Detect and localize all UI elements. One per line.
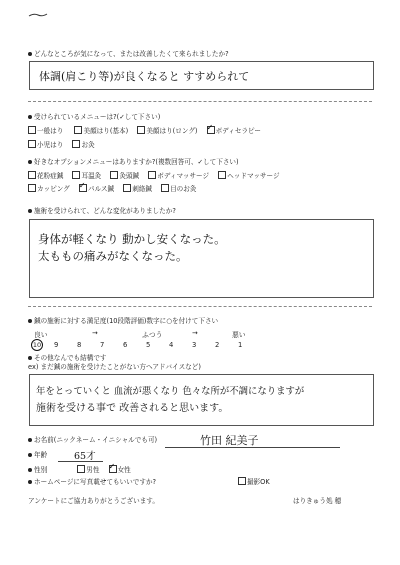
answer-box-4[interactable] (29, 219, 374, 298)
homepage-row (28, 476, 372, 486)
option-okyu[interactable]: お灸 (72, 139, 94, 149)
question-6-label: その他なんでも結構です (34, 354, 107, 362)
checkbox-checked[interactable] (207, 126, 215, 134)
pen-scribble-mark (28, 12, 48, 18)
sex-label: 性別 (34, 466, 48, 474)
name-value[interactable]: 竹田 紀美子 (200, 434, 259, 447)
question-1 (28, 50, 229, 58)
answer-box-6[interactable] (29, 374, 374, 426)
menu-options-row-2 (28, 139, 102, 149)
age-field-label: 年齢 (28, 451, 47, 459)
name-field-label: お名前(ニックネーム・イニシャルでも可) (28, 436, 157, 444)
option-pulse[interactable]: ✓ パルス鍼 (79, 183, 114, 193)
scale-option-9[interactable]: 9 (54, 341, 59, 349)
question-5 (28, 317, 218, 325)
option-bigan-long[interactable]: 美顔はり(ロング) (137, 125, 197, 135)
arrow-icon: → (192, 329, 198, 337)
question-2-label: 受けられているメニューは?(✓して下さい) (34, 113, 161, 121)
footer-clinic-name: はりきゅう処 穂 (293, 497, 342, 505)
option-me-okyu[interactable]: 目のお灸 (161, 183, 196, 193)
question-6-sub: ex) まだ鍼の施術を受けたことがない方へアドバイスなど) (28, 363, 201, 371)
checkbox[interactable] (110, 171, 118, 179)
option-head-massage[interactable]: ヘッドマッサージ (218, 170, 279, 180)
option-menu-row-2 (28, 183, 203, 193)
answer-box-1[interactable] (29, 61, 374, 90)
label-fair: ふつう (142, 331, 163, 339)
scale-option-5[interactable]: 5 (146, 341, 151, 349)
checkbox[interactable] (28, 126, 36, 134)
answer-6-line-2: 施術を受ける事で 改善されると思います。 (36, 403, 229, 414)
scale-option-10[interactable]: 10 (32, 341, 42, 349)
checkbox[interactable] (74, 126, 82, 134)
option-mimi-onkyu[interactable]: 耳温灸 (72, 170, 101, 180)
option-body-massage[interactable]: ボディマッサージ (148, 170, 209, 180)
checkbox[interactable] (148, 171, 156, 179)
checkbox[interactable] (77, 465, 85, 473)
checkbox[interactable] (218, 171, 226, 179)
option-kafun[interactable]: 花粉症鍼 (28, 170, 63, 180)
label-good: 良い (34, 331, 48, 339)
scale-option-4[interactable]: 4 (169, 341, 174, 349)
sex-row (28, 464, 138, 474)
option-cupping[interactable]: カッピング (28, 183, 70, 193)
question-3-label: 好きなオプションメニューはありますか?(複数回答可、✓して下さい) (34, 158, 239, 166)
checkbox-checked[interactable] (79, 184, 87, 192)
section-divider (28, 101, 372, 102)
checkbox-checked[interactable] (109, 465, 117, 473)
question-4-label: 施術を受けられて、どんな変化がありましたか? (34, 207, 176, 215)
answer-1-text: 体調(肩こり等)が良くなると すすめられて (39, 70, 250, 83)
option-menu-row-1 (28, 170, 287, 180)
question-3 (28, 158, 239, 166)
option-body-therapy[interactable]: ✓ ボディセラピー (207, 125, 261, 135)
option-bigan-kihon[interactable]: 美顔はり(基本) (74, 125, 128, 135)
scale-option-7[interactable]: 7 (100, 341, 105, 349)
checkbox[interactable] (161, 184, 169, 192)
scale-option-2[interactable]: 2 (215, 341, 220, 349)
checkbox[interactable] (28, 184, 36, 192)
section-divider (28, 306, 372, 307)
checkbox[interactable] (28, 171, 36, 179)
menu-options-row-1 (28, 125, 268, 135)
option-photo-ok[interactable]: 撮影OK (238, 476, 270, 486)
option-kyuto[interactable]: 灸頭鍼 (110, 170, 139, 180)
checkbox[interactable] (72, 171, 80, 179)
arrow-icon: → (92, 329, 98, 337)
answer-6-line-1: 年をとっていくと 血流が悪くなり 色々な所が不調になりますが (36, 386, 305, 397)
scale-option-3[interactable]: 3 (192, 341, 197, 349)
checkbox[interactable] (123, 184, 131, 192)
option-female[interactable]: ✓ 女性 (109, 464, 131, 474)
question-4 (28, 207, 176, 215)
checkbox[interactable] (28, 140, 36, 148)
question-5-label: 鍼の施術に対する満足度(10段階評価)数字に○を付けて下さい (34, 317, 219, 325)
label-bad: 悪い (232, 331, 246, 339)
question-6 (28, 354, 107, 362)
checkbox[interactable] (72, 140, 80, 148)
footer-thanks: アンケートにご協力ありがとうございます。 (28, 497, 159, 505)
option-ippan-hari[interactable]: 一般はり (28, 125, 63, 135)
homepage-label: ホームページに写真載せてもいいですか? (34, 478, 157, 486)
checkbox[interactable] (238, 477, 246, 485)
question-2 (28, 113, 160, 121)
scale-option-6[interactable]: 6 (123, 341, 128, 349)
age-value[interactable]: 65才 (74, 451, 96, 462)
answer-4-line-1: 身体が軽くなり 動かし安くなった。 (38, 232, 226, 246)
question-1-label: どんなところが気になって、または改善したくて来られましたか? (34, 50, 229, 58)
answer-4-line-2: 太ももの痛みがなくなった。 (38, 249, 188, 263)
option-shiraku[interactable]: 刺絡鍼 (123, 183, 152, 193)
option-shoni-hari[interactable]: 小児はり (28, 139, 63, 149)
checkbox[interactable] (137, 126, 145, 134)
scale-option-8[interactable]: 8 (77, 341, 82, 349)
scale-option-1[interactable]: 1 (238, 341, 243, 349)
option-male[interactable]: 男性 (77, 464, 99, 474)
